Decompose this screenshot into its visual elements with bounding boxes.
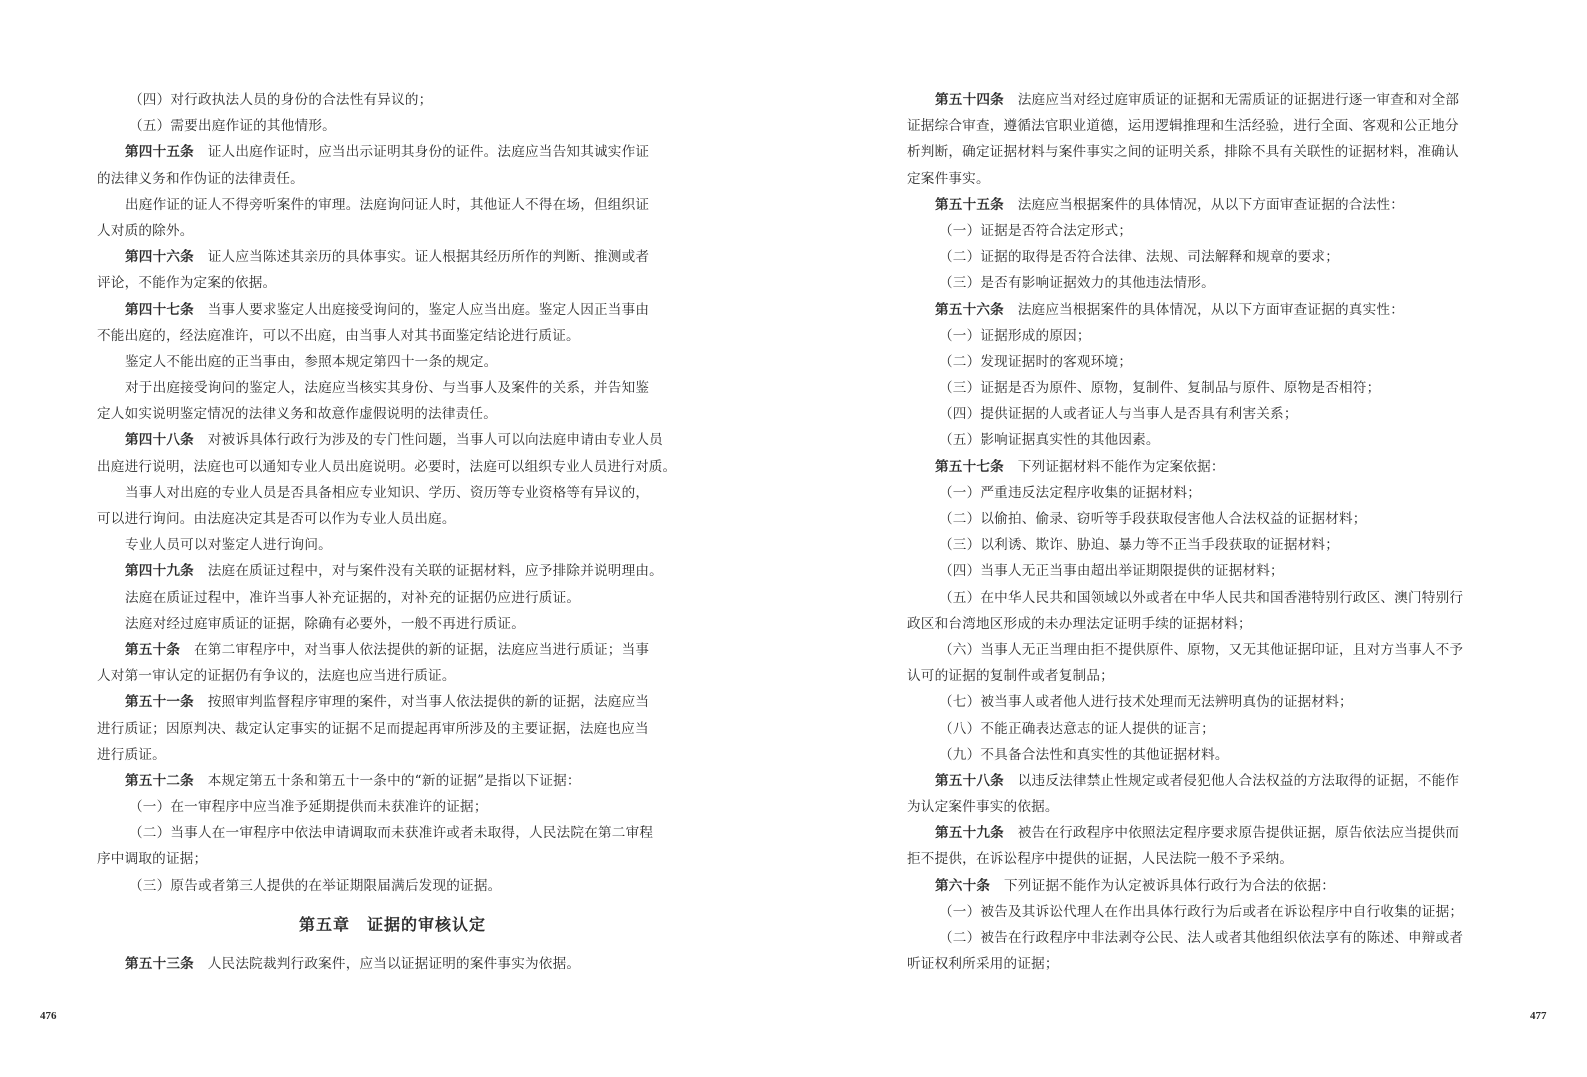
line-text: 下列证据材料不能作为定案依据： (1003, 458, 1225, 475)
line-text: 法庭应当根据案件的具体情况，从以下方面审查证据的合法性： (1003, 196, 1404, 213)
line-text: 下列证据不能作为认定被诉具体行政行为合法的依据： (990, 877, 1336, 894)
line-text: 本规定第五十条和第五十一条中的“新的证据”是指以下证据： (193, 772, 581, 789)
line-text: 按照审判监督程序审理的案件，对当事人依法提供的新的证据，法庭应当 (193, 694, 650, 711)
line-text: 可以进行询问。由法庭决定其是否可以作为专业人员出庭。 (97, 511, 456, 527)
text-line (97, 716, 688, 742)
left-page-after-chapter (97, 951, 688, 977)
text-line (907, 663, 1498, 689)
line-text: （六）当事人无正当理由拒不提供原件、原物，又无其他证据印证，且对方当事人不予 (939, 641, 1464, 658)
line-text: 被告在行政程序中依照法定程序要求原告提供证据，原告依法应当提供而 (1003, 825, 1460, 842)
text-line (97, 506, 688, 532)
line-text: 对被诉具体行政行为涉及的专门性问题，当事人可以向法庭申请由专业人员 (193, 432, 663, 449)
right-page-body (907, 87, 1498, 977)
line-text: （二）以偷拍、偷录、窃听等手段获取侵害他人合法权益的证据材料； (939, 511, 1367, 527)
text-line (907, 846, 1498, 872)
left-page-body (97, 87, 688, 899)
text-line (97, 87, 688, 113)
text-line (97, 951, 688, 977)
line-text: 人对质的除外。 (97, 222, 194, 239)
line-text: 人民法院裁判行政案件，应当以证据证明的案件事实为依据。 (193, 955, 581, 972)
article-heading: 第五十五条 (935, 196, 1004, 213)
line-text: （五）影响证据真实性的其他因素。 (939, 432, 1160, 449)
line-text: （二）被告在行政程序中非法剥夺公民、法人或者其他组织依法享有的陈述、申辩或者 (939, 930, 1464, 946)
text-line (97, 558, 688, 584)
line-text: （二）证据的取得是否符合法律、法规、司法解释和规章的要求； (939, 249, 1340, 266)
article-heading: 第四十九条 (125, 563, 194, 580)
text-line (97, 323, 688, 349)
line-text: 当事人要求鉴定人出庭接受询问的，鉴定人应当出庭。鉴定人因正当事由 (193, 301, 650, 318)
page-number-left: 476 (40, 1010, 57, 1022)
line-text: （二）发现证据时的客观环境； (939, 353, 1133, 370)
text-line (97, 637, 688, 663)
line-text: 的法律义务和作伪证的法律责任。 (97, 170, 304, 187)
line-text: 为认定案件事实的依据。 (907, 799, 1059, 816)
text-line (907, 427, 1498, 453)
line-text: （二）当事人在一审程序中依法申请调取而未获准许或者未取得，人民法院在第二审程 (129, 825, 654, 842)
line-text: （三）原告或者第三人提供的在举证期限届满后发现的证据。 (129, 877, 502, 894)
text-line (907, 87, 1498, 113)
text-line (907, 244, 1498, 270)
text-line (907, 768, 1498, 794)
article-heading: 第四十七条 (125, 301, 194, 318)
text-line (97, 794, 688, 820)
line-text: （五）需要出庭作证的其他情形。 (129, 118, 336, 135)
right-page (907, 87, 1498, 977)
line-text: 听证权利所采用的证据； (907, 956, 1059, 973)
text-line (97, 375, 688, 401)
line-text: （四）对行政执法人员的身份的合法性有异议的； (129, 92, 433, 108)
line-text: 出庭进行说明，法庭也可以通知专业人员出庭说明。必要时，法庭可以组织专业人员进行对质。 (97, 458, 677, 475)
text-line (907, 375, 1498, 401)
text-line (907, 349, 1498, 375)
line-text: 法庭在质证过程中，准许当事人补充证据的，对补充的证据仍应进行质证。 (125, 589, 581, 606)
text-line (97, 820, 688, 846)
line-text: （四）当事人无正当事由超出举证期限提供的证据材料； (939, 563, 1284, 580)
line-text: 出庭作证的证人不得旁听案件的审理。法庭询问证人时，其他证人不得在场，但组织证 (125, 196, 650, 213)
text-line (907, 166, 1498, 192)
text-line (97, 532, 688, 558)
line-text: 定案件事实。 (907, 170, 990, 187)
text-line (97, 454, 688, 480)
line-text: 在第二审程序中，对当事人依法提供的新的证据，法庭应当进行质证；当事 (180, 641, 650, 658)
line-text: 析判断，确定证据材料与案件事实之间的证明关系，排除不具有关联性的证据材料，准确认 (907, 144, 1459, 161)
text-line (907, 899, 1498, 925)
article-heading: 第五十一条 (125, 694, 194, 711)
line-text: 序中调取的证据； (97, 851, 208, 868)
line-text: （一）证据形成的原因； (939, 327, 1091, 344)
article-heading: 第四十五条 (125, 144, 194, 161)
line-text: 评论，不能作为定案的依据。 (97, 275, 277, 292)
article-heading: 第五十八条 (935, 772, 1004, 789)
text-line (97, 244, 688, 270)
text-line (97, 846, 688, 872)
article-heading: 第四十八条 (125, 432, 194, 449)
text-line (907, 480, 1498, 506)
text-line (97, 742, 688, 768)
text-line (97, 401, 688, 427)
text-line (907, 532, 1498, 558)
line-text: （四）提供证据的人或者证人与当事人是否具有利害关系； (939, 406, 1298, 423)
chapter-heading: 第五章 证据的审核认定 (298, 914, 486, 934)
line-text: （三）是否有影响证据效力的其他违法情形。 (939, 275, 1215, 292)
text-line (97, 218, 688, 244)
line-text: 当事人对出庭的专业人员是否具备相应专业知识、学历、资历等专业资格等有异议的， (125, 484, 650, 501)
text-line (907, 794, 1498, 820)
line-text: （九）不具备合法性和真实性的其他证据材料。 (939, 746, 1229, 763)
text-line (97, 480, 688, 506)
article-heading: 第五十九条 (935, 825, 1004, 842)
article-heading: 第五十条 (125, 641, 181, 658)
line-text: （七）被当事人或者他人进行技术处理而无法辨明真伪的证据材料； (939, 694, 1353, 711)
text-line (97, 873, 688, 899)
text-line (907, 558, 1498, 584)
line-text: 法庭对经过庭审质证的证据，除确有必要外，一般不再进行质证。 (125, 615, 526, 632)
line-text: （一）证据是否符合法定形式； (939, 222, 1133, 239)
line-text: 鉴定人不能出庭的正当事由，参照本规定第四十一条的规定。 (125, 353, 498, 370)
line-text: （八）不能正确表达意志的证人提供的证言； (939, 720, 1215, 737)
line-text: （五）在中华人民共和国领域以外或者在中华人民共和国香港特别行政区、澳门特别行 (939, 589, 1464, 606)
text-line (907, 585, 1498, 611)
text-line (907, 716, 1498, 742)
text-line (907, 218, 1498, 244)
line-text: 法庭在质证过程中，对与案件没有关联的证据材料，应予排除并说明理由。 (193, 563, 663, 580)
article-heading: 第五十三条 (125, 955, 194, 972)
line-text: 不能出庭的，经法庭准许，可以不出庭，由当事人对其书面鉴定结论进行质证。 (97, 327, 580, 344)
text-line (97, 192, 688, 218)
text-line (97, 611, 688, 637)
text-line (907, 454, 1498, 480)
line-text: 法庭应当对经过庭审质证的证据和无需质证的证据进行逐一审查和对全部 (1003, 92, 1460, 108)
text-line (907, 192, 1498, 218)
text-line (907, 637, 1498, 663)
line-text: 专业人员可以对鉴定人进行询问。 (125, 537, 332, 554)
text-line (97, 663, 688, 689)
line-text: 证据综合审查，遵循法官职业道德，运用逻辑推理和生活经验，进行全面、客观和公正地分 (907, 118, 1459, 135)
article-heading: 第五十六条 (935, 301, 1004, 318)
text-line (97, 270, 688, 296)
text-line (907, 139, 1498, 165)
line-text: （三）证据是否为原件、原物，复制件、复制品与原件、原物是否相符； (939, 380, 1381, 397)
text-line (907, 113, 1498, 139)
line-text: 证人出庭作证时，应当出示证明其身份的证件。法庭应当告知其诚实作证 (193, 144, 650, 161)
text-line (97, 113, 688, 139)
line-text: （一）被告及其诉讼代理人在作出具体行政行为后或者在诉讼程序中自行收集的证据； (939, 903, 1464, 920)
line-text: 法庭应当根据案件的具体情况，从以下方面审查证据的真实性： (1003, 301, 1404, 318)
line-text: 以违反法律禁止性规定或者侵犯他人合法权益的方法取得的证据，不能作 (1003, 772, 1460, 789)
text-line (907, 611, 1498, 637)
article-heading: 第四十六条 (125, 249, 194, 266)
text-line (907, 925, 1498, 951)
text-line (97, 427, 688, 453)
text-line (907, 506, 1498, 532)
line-text: （一）在一审程序中应当准予延期提供而未获准许的证据； (129, 799, 488, 816)
line-text: 进行质证；因原判决、裁定认定事实的证据不足而提起再审所涉及的主要证据，法庭也应当 (97, 720, 649, 737)
line-text: 对于出庭接受询问的鉴定人，法庭应当核实其身份、与当事人及案件的关系，并告知鉴 (125, 380, 650, 397)
article-heading: 第五十二条 (125, 772, 194, 789)
text-line (97, 689, 688, 715)
line-text: （三）以利诱、欺诈、胁迫、暴力等不正当手段获取的证据材料； (939, 537, 1340, 554)
line-text: 拒不提供，在诉讼程序中提供的证据，人民法院一般不予采纳。 (907, 851, 1294, 868)
text-line (97, 768, 688, 794)
line-text: 人对第一审认定的证据仍有争议的，法庭也应当进行质证。 (97, 668, 456, 685)
text-line (907, 742, 1498, 768)
text-line (907, 270, 1498, 296)
text-line (907, 820, 1498, 846)
text-line (907, 323, 1498, 349)
text-line (907, 951, 1498, 977)
page-number-right: 477 (1530, 1010, 1547, 1022)
article-heading: 第六十条 (935, 877, 991, 894)
line-text: （一）严重违反法定程序收集的证据材料； (939, 484, 1202, 501)
text-line (97, 349, 688, 375)
text-line (907, 297, 1498, 323)
text-line (907, 873, 1498, 899)
line-text: 证人应当陈述其亲历的具体事实。证人根据其经历所作的判断、推测或者 (193, 249, 650, 266)
line-text: 政区和台湾地区形成的未办理法定证明手续的证据材料； (907, 615, 1252, 632)
text-line (907, 689, 1498, 715)
text-line (97, 585, 688, 611)
text-line (97, 139, 688, 165)
text-line (97, 297, 688, 323)
left-page (97, 87, 688, 977)
text-line (97, 166, 688, 192)
line-text: 定人如实说明鉴定情况的法律义务和故意作虚假说明的法律责任。 (97, 406, 498, 423)
text-line (907, 401, 1498, 427)
line-text: 认可的证据的复制件或者复制品； (907, 668, 1114, 685)
article-heading: 第五十七条 (935, 458, 1004, 475)
article-heading: 第五十四条 (935, 92, 1004, 108)
line-text: 进行质证。 (97, 746, 166, 763)
